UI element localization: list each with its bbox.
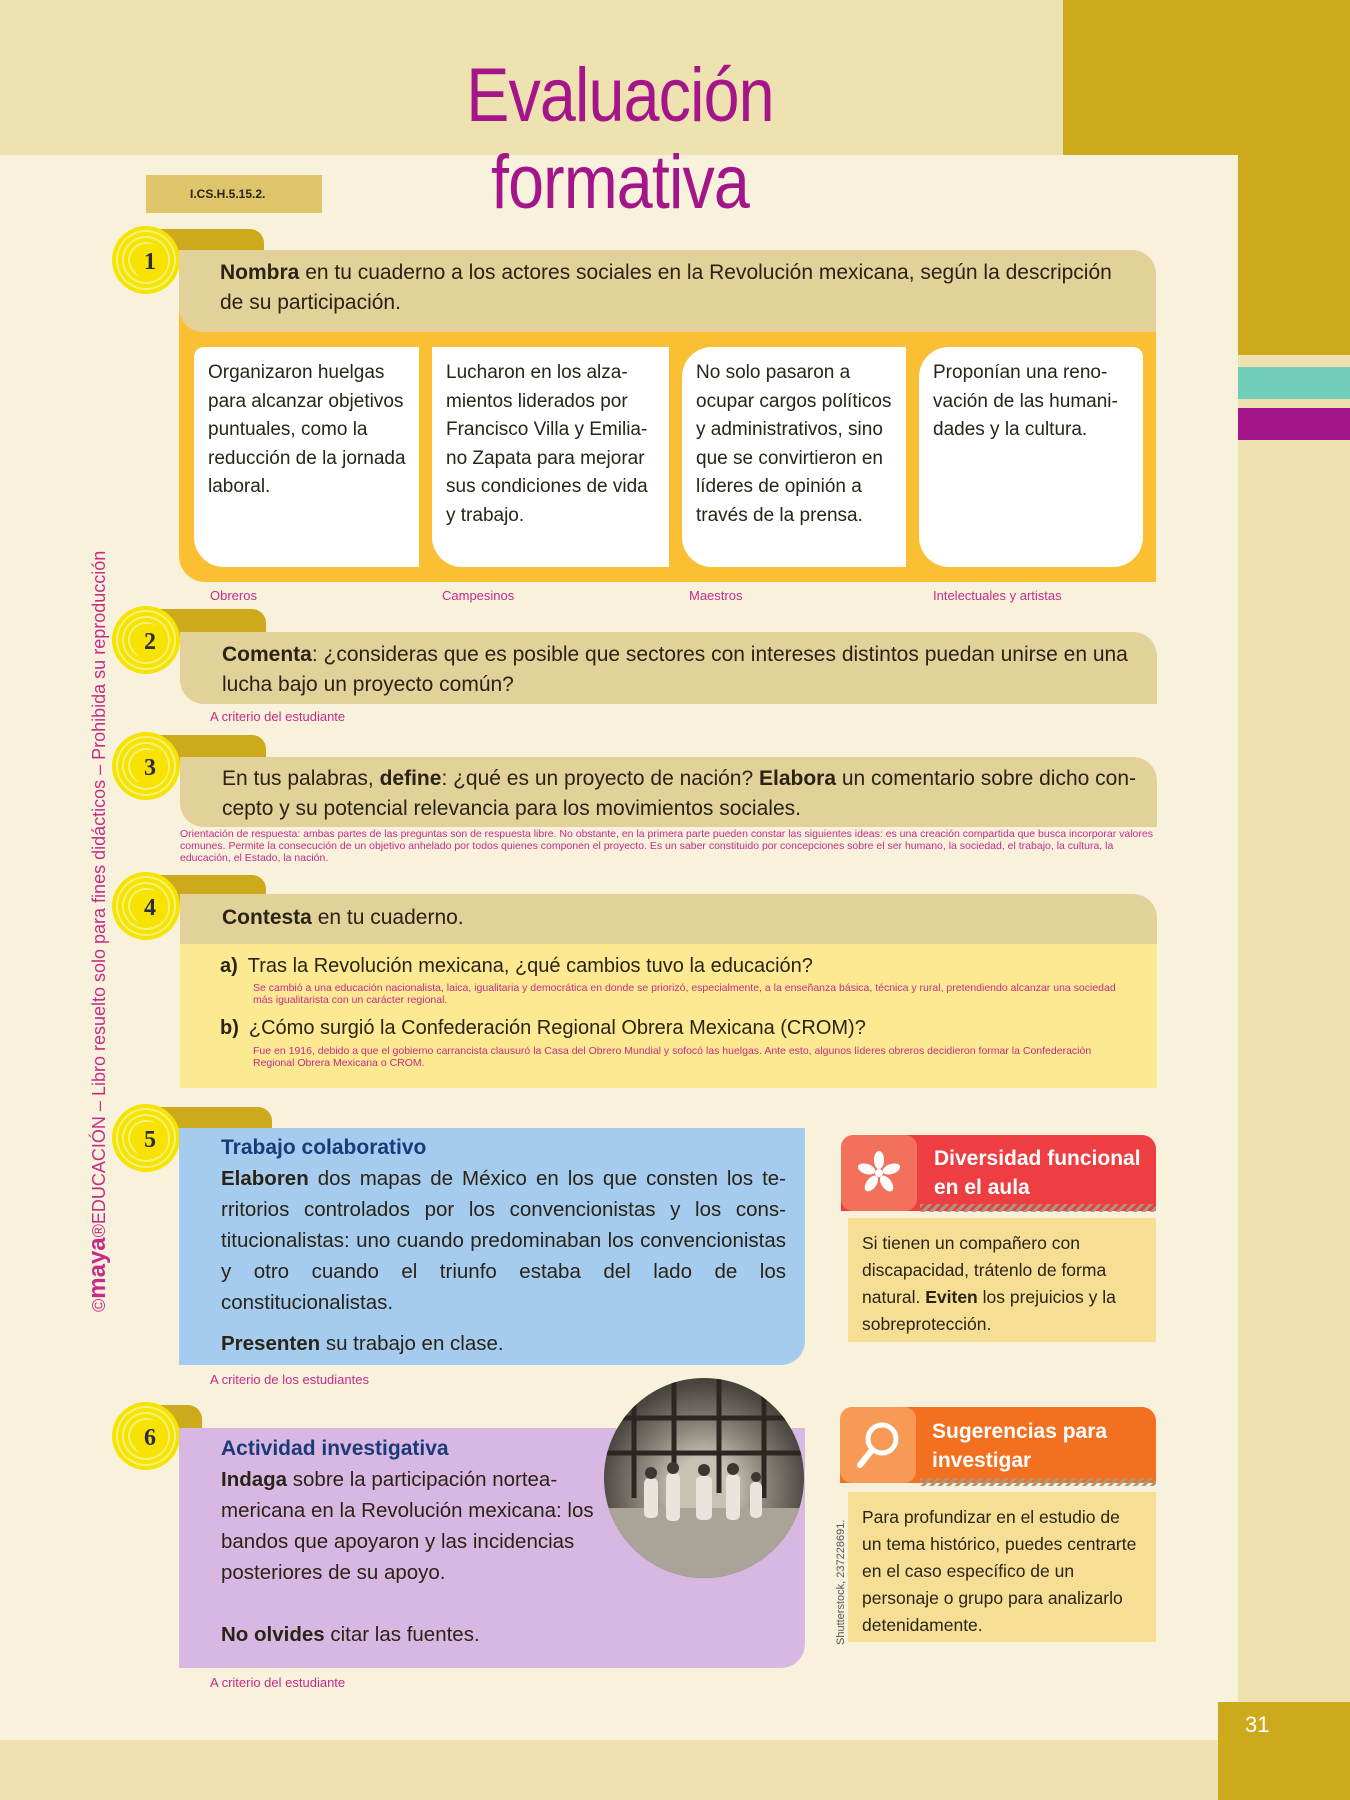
question-4-body: en tu cuaderno.: [311, 906, 464, 929]
question-4-verb: Contesta: [222, 906, 312, 929]
question-5-paragraph: [221, 1163, 786, 1318]
actor-card: Organizaron huelgas para alcanzar objetivos puntuales, como la reducción de la jornada laboral.: [194, 347, 419, 567]
question-6-paragraph: [221, 1464, 621, 1588]
page-title: Evaluación formativa: [466, 53, 774, 225]
question-3-lead: En tus palabras,: [222, 767, 380, 790]
question-3-verb-elabora: Elabora: [758, 767, 837, 790]
research-box-body: Para profundizar en el estudio de un tema histórico, puedes centrarte en el caso específico de un personaje o grupo para analizarlo detenidamente.: [848, 1492, 1156, 1642]
question-5-heading: Trabajo colaborativo: [221, 1136, 427, 1159]
question-6-heading: Actividad investigativa: [221, 1437, 449, 1460]
question-1-verb: Nombra: [220, 261, 300, 284]
question-2-badge: [112, 606, 180, 674]
question-number: 1: [144, 249, 156, 275]
diversity-verb: Eviten: [925, 1287, 978, 1307]
question-5-verb: Elaboren: [221, 1167, 309, 1190]
question-3-body: un comentario sobre dicho concepto y su potencial relevancia para los movimientos sociales.: [222, 767, 1137, 820]
actor-card: Proponían una renovación de las humanidades y la cultura.: [919, 347, 1143, 567]
question-2-verb: Comenta: [222, 643, 312, 666]
question-5-verb-2: Presenten: [221, 1332, 321, 1355]
question-5-answer: A criterio de los estudiantes: [210, 1372, 369, 1387]
question-4a-answer: Se cambió a una educación nacionalista, laica, igualitaria y democrática en donde se priorizó, especialmente, a la enseñanza básica, técnica y rural, pretendiendo alcanzar una sociedad más igualitarista con un carácter regional.: [253, 982, 1116, 1006]
question-3-verb-define: define: [379, 767, 442, 790]
question-6-verb-2: No olvides: [221, 1623, 325, 1646]
question-5-body-2: su trabajo en clase.: [320, 1332, 504, 1355]
answer-intelectuales: Intelectuales y artistas: [933, 588, 1062, 603]
question-2-answer: A criterio del estudiante: [210, 709, 346, 724]
question-3-text: [222, 764, 1142, 824]
question-4b-answer: Fue en 1916, debido a que el gobierno carrancista clausuró la Casa del Obrero Mundial y sofocó las huelgas. Ante esto, algunos líderes obreros decidieron formar la Confederación Regional Obrera Mexicana o CROM.: [253, 1045, 1092, 1069]
question-6-answer: A criterio del estudiante: [210, 1675, 346, 1690]
question-2-body: : ¿consideras que es posible que sectores con intereses distintos puedan unirse en una lucha bajo un proyecto común?: [222, 643, 1128, 696]
diversity-box-title: Diversidad funcional en el aula: [934, 1147, 1141, 1199]
question-1-text: [220, 258, 1140, 318]
zigzag-divider: [920, 1204, 1156, 1212]
question-6-content: [221, 1433, 621, 1650]
sub-question: ¿Cómo surgió la Confederación Regional Obrera Mexicana (CROM)?: [248, 1017, 866, 1039]
research-box-title: Sugerencias para investigar: [932, 1420, 1108, 1472]
sub-question: Tras la Revolución mexicana, ¿qué cambios tuvo la educación?: [247, 955, 813, 977]
question-2-text: [222, 640, 1142, 700]
question-1-badge: [112, 226, 180, 294]
question-number: 6: [144, 1425, 156, 1451]
historical-photo: [604, 1378, 804, 1578]
question-6-body-2: citar las fuentes.: [324, 1623, 480, 1646]
question-5-badge: [112, 1104, 180, 1172]
question-4b: [220, 1017, 1140, 1040]
photo-credit: Shutterstock, 237228691.: [835, 1519, 847, 1645]
question-5-body: dos mapas de México en los que consten los territorios controlados por los convencionistas y los constitucionalistas: uno cuando predominaban los convencionistas y otro cuando el triunfo estaba del lado de los constitucionalistas.: [221, 1167, 786, 1314]
sub-letter: b): [220, 1017, 239, 1039]
magenta-stripe: [1238, 408, 1350, 440]
question-6-body: sobre la participación norteamericana en la Revolución mexicana: los bandos que apoyaron y las incidencias posteriores de su apoyo.: [221, 1468, 594, 1584]
answer-obreros: Obreros: [210, 588, 257, 603]
vertical-copyright: [84, 482, 112, 1312]
sub-letter: a): [220, 955, 238, 977]
diversity-text-2: los prejuicios y la sobreprotección.: [862, 1287, 1116, 1334]
diversity-text-1: Si tienen un compañero con discapacidad, trátenlo de forma natural.: [862, 1233, 1107, 1307]
teal-stripe: [1238, 367, 1350, 399]
answer-maestros: Maestros: [689, 588, 743, 603]
question-number: 2: [144, 629, 156, 655]
question-6-verb: Indaga: [221, 1468, 288, 1491]
copyright-text: ®EDUCACIÓN – Libro resuelto solo para fines didácticos – Prohibida su reproducción: [89, 550, 109, 1238]
asterisk-flower-icon: [841, 1135, 917, 1211]
question-4-text: [222, 903, 1122, 933]
question-3-badge: [112, 732, 180, 800]
zigzag-divider: [920, 1478, 1156, 1486]
footer-band: [0, 1740, 1350, 1800]
brand-name: maya: [84, 1237, 111, 1299]
question-6-badge: [112, 1402, 180, 1470]
question-number: 5: [144, 1127, 156, 1153]
question-number: 4: [144, 895, 156, 921]
question-5-paragraph-2: [221, 1328, 786, 1359]
copyright-symbol: ©: [89, 1298, 109, 1312]
question-3-answer: Orientación de respuesta: ambas partes de las preguntas son de respuesta libre. No obstante, en la primera parte pueden constar las siguientes ideas: es una creación compartida que busca incorporar valores comunes. Permite la consecución de un objetivo anhelado por todos quienes componen el proyecto. Es un saber constituido por concepciones sobre el ser humano, la sociedad, el trabajo, la cultura, la educación, el Estado, la nación.: [180, 828, 1153, 864]
answer-campesinos: Campesinos: [442, 588, 515, 603]
right-margin-strip: [1238, 355, 1350, 1800]
actor-card: No solo pasaron a ocupar cargos políticos y administrativos, sino que se convirtieron en líderes de opinión a través de la prensa.: [682, 347, 906, 567]
question-4-badge: [112, 872, 180, 940]
skill-code: I.CS.H.5.15.2.: [146, 175, 322, 213]
question-number: 3: [144, 755, 156, 781]
actor-card: Lucharon en los alzamientos liderados por Francisco Villa y Emiliano Zapata para mejorar sus condiciones de vida y trabajo.: [432, 347, 669, 567]
question-5-content: [221, 1132, 786, 1359]
question-1-body: en tu cuaderno a los actores sociales en la Revolución mexicana, según la descripción de su participación.: [220, 261, 1112, 314]
diversity-box-body: [848, 1218, 1156, 1342]
page-number: 31: [1245, 1712, 1270, 1737]
magnifier-icon: [840, 1407, 916, 1483]
question-6-paragraph-2: [221, 1619, 621, 1650]
question-4a: [220, 955, 1140, 978]
question-3-mid: : ¿qué es un proyecto de nación?: [441, 767, 759, 790]
